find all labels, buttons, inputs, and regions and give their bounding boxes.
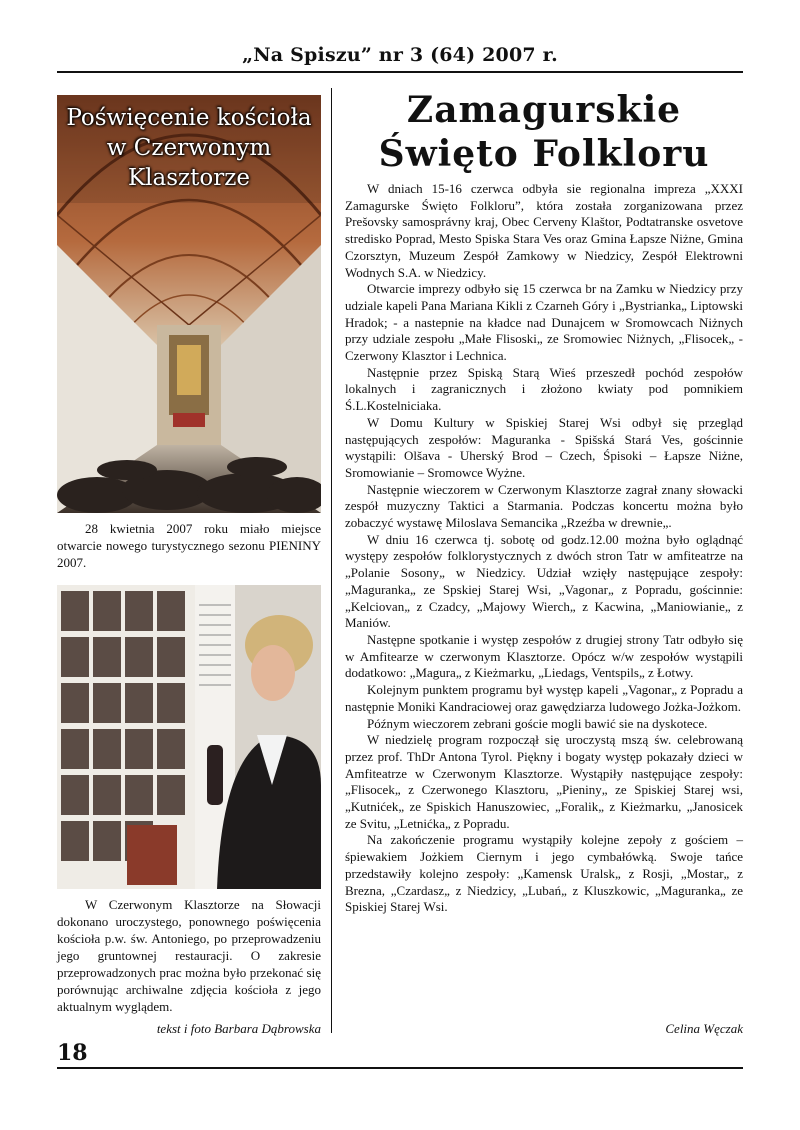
article-paragraph: W niedzielę program rozpoczął się uroczystą mszą św. celebrowaną przez prof. ThDr Antona Tyrol. Piękny i bogaty występ pokazały dzieci w Amfiteatrze w Czerwonym Klasztorze. Wystąpiły następujące zespoły: „Flisocek„ z Czerwonego Klasztoru, „Pieniny„ ze Spiskiej Starej wsi, „Kutnićek„ ze Spiskich Hanuszowiec, „Foralik„ z Kieżmarku, „Janosicek ze Svitu, „Letnićka„ z Popradu.	[345, 732, 743, 831]
page-number: 18	[57, 1040, 88, 1066]
column-divider	[331, 88, 332, 1033]
caption-text: W Czerwonym Klasztorze na Słowacji dokonano uroczystego, ponownego poświęcenia kościoła p.w. św. Antoniego, po przeprowadzeniu jego gruntownej restauracji. O zakresie przeprowadzonych prac można było przekonać się porównując archiwalne zdjęcia kościoła z jego aktualnym wyglądem.	[57, 897, 321, 1014]
article-body	[345, 181, 743, 916]
article-paragraph: Następne spotkanie i występ zespołów z drugiej strony Tatr odbyło się w Amfitearze w czerwonym Klasztorze. Opócz w/w zespołów wystąpili dodatkowo: „Magura„ z Kieżmarku, „Liedags, Ventspils„ z Łotwy.	[345, 631, 743, 681]
article-title-line: Zamagurskie	[406, 89, 682, 131]
article-paragraph: Następnie wieczorem w Czerwonym Klasztorze zagrał znany słowacki zespół muzyczny Taktici a Starmania. Podczas koncertu można było zobaczyć wystawę Miloslava Semancika „Rzeźba w drewnie„.	[345, 481, 743, 531]
exhibition-photo	[57, 585, 321, 889]
church-interior-photo	[57, 95, 321, 513]
article-paragraph: Na zakończenie programu wystąpiły kolejne zepoły z gościem – śpiewakiem Jożkiem Ciernym i jego cymbałówką. Swoje tańce przedstawiły kolejno zespoły: „Kamensk Uralsk„ z Rosji, „Mostar„ z Brezna, „Czardasz„ z Niedzicy, „Lubań„ z Kluszkowic, „Maguranka„ ze Spiskiej Starej Wsi.	[345, 832, 743, 915]
photo-title-line: Poświęcenie kościoła	[66, 105, 312, 131]
author-signature: Celina Węczak	[665, 1021, 743, 1036]
article-paragraph: Następnie przez Spiską Starą Wieś przeszedł pochód zespołów lokalnych i zagranicznych i złożono kwiaty pod pomnikiem Ś.L.Kostelniciaka.	[345, 364, 743, 414]
photo1-caption: 28 kwietnia 2007 roku miało miejsce otwarcie nowego turystycznego sezonu PIENINY 2007.	[57, 521, 321, 570]
article-paragraph: Późnym wieczorem zebrani goście mogli bawić sie na dyskotece.	[367, 715, 708, 731]
article-paragraph: W dniu 16 czerwca tj. sobotę od godz.12.00 można było oglądnąć występy zespołów folklorystycznych z dwóch stron Tatr w amfiteatrze na „Polanie Sosony„ w Niedzicy. Udział wzięły następujące zespoły: „Maguranka„ ze Spskiej Starej Wsi, „Vagonar„ z Popradu, gościnnie: „Kelciovan„ z Czadcy, „Majowy Wierch„ z Kacwina, „Maniowianie„ z Maniów.	[345, 531, 743, 631]
photo-title-overlay	[57, 103, 321, 193]
photo-title-line: Klasztorze	[128, 165, 250, 191]
photo-credit: tekst i foto Barbara Dąbrowska	[156, 1021, 321, 1036]
article-paragraph: W Domu Kultury w Spiskiej Starej Wsi odbył się przegląd następujących zespołów: Maguranka - Spišská Stará Ves, gościnnie wystąpili: Olšava - Uherský Brod – Czech, Śpisoki – Łapsze Niżne, Sromowianie – Sromowce Wyżne.	[345, 414, 743, 480]
exhibition-image	[57, 585, 321, 889]
header-rule	[57, 71, 743, 73]
running-header: „Na Spiszu” nr 3 (64) 2007 r.	[242, 44, 558, 66]
footer-rule	[57, 1067, 743, 1069]
article-title	[345, 88, 743, 176]
article-title-line: Święto Folkloru	[378, 133, 710, 175]
article-paragraph: W dniach 15-16 czerwca odbyła sie regionalna impreza „XXXI Zamagurske Święto Folkloru”, która została zorganizowana przez Prešovsky samosprávny kraj, Obec Cerveny Klaštor, Podtatranske osvetove stredisko Poprad, Mesto Spiska Stara Ves oraz Gmina Łapsze Niżne, Gmina Czorsztyn, Muzeum Zespół Zamkowy w Niedzicy, Zespół Elektrowni Wodnych S.A. w Niedzicy.	[345, 181, 743, 280]
photo-title-line: w Czerwonym	[106, 135, 272, 161]
article-paragraph: Otwarcie imprezy odbyło się 15 czerwca br na Zamku w Niedzicy przy udziale kapeli Pana Mariana Kikli z Czarneh Góry i „Bystrianka„ Liptowski Hradok; - a nastepnie na kładce nad Dunajcem w Sromowcach Niżnych przy udziale zespołu „Małe Flisoski„ ze Sromowiec Niżnych, „Flisocek„ - Czerwony Klasztor i Lechnica.	[345, 281, 743, 364]
photo2-caption	[57, 896, 321, 1015]
article-paragraph: Kolejnym punktem programu był występ kapeli „Vagonar„ z Popradu a następnie Moniki Kandraciowej oraz gawędziarza ludowego Jożka-Jożkom.	[345, 682, 743, 714]
